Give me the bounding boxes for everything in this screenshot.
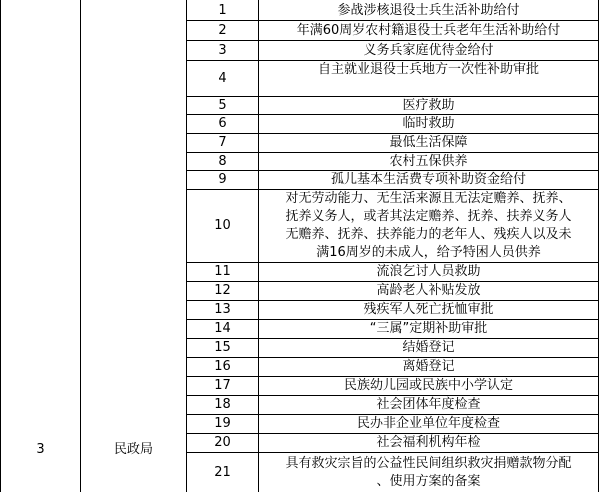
item-line: 孤儿基本生活费专项补助资金给付 [330, 172, 526, 187]
row-item [259, 61, 598, 96]
row-number: 21 [214, 464, 231, 480]
row-item [259, 377, 598, 395]
item-line: 最低生活保障 [389, 135, 468, 150]
item-line: 农村五保供养 [389, 153, 468, 169]
item-line: 无赡养、抚养、扶养能力的老年人、残疾人以及未 [285, 227, 572, 242]
row-number: 6 [218, 116, 227, 131]
grid-line [0, 0, 1, 492]
row-number: 3 [218, 42, 227, 58]
item-line: “三属”定期补助审批 [369, 321, 488, 336]
row-number: 20 [214, 435, 231, 450]
item-line: 自主就业退役士兵地方一次性补助审批 [317, 62, 539, 77]
item-line: 满16周岁的未成人，给予特困人员供养 [316, 245, 541, 260]
item-line: 结婚登记 [402, 340, 455, 355]
grid-line [80, 0, 81, 492]
item-line: 社会福利机构年检 [376, 435, 481, 450]
grid-line [598, 0, 599, 492]
row-item [259, 134, 598, 152]
row-item [259, 171, 598, 189]
item-line: 抚养义务人，或者其法定赡养、抚养、扶养义务人 [285, 209, 572, 224]
item-line: 临时救助 [402, 116, 455, 131]
item-line: 社会团体年度检查 [376, 397, 481, 412]
item-line: 参战涉核退役士兵生活补助给付 [337, 2, 520, 18]
row-item [259, 190, 598, 262]
item-line: 高龄老人补贴发放 [376, 283, 481, 298]
row-number: 4 [218, 70, 227, 86]
item-line: 、使用方案的备案 [376, 473, 481, 489]
row-number: 14 [214, 321, 231, 336]
row-item [259, 396, 598, 414]
department-cell: 民政局 [113, 442, 153, 457]
row-number: 16 [214, 359, 231, 374]
row-item [259, 153, 598, 170]
row-item [259, 263, 598, 281]
row-item [259, 21, 598, 40]
row-number: 1 [218, 2, 227, 18]
row-number: 10 [214, 218, 231, 233]
row-item [259, 115, 598, 133]
row-number: 19 [214, 416, 231, 431]
row-item [259, 415, 598, 433]
row-item [259, 282, 598, 300]
item-line: 民办非企业单位年度检查 [356, 416, 500, 431]
row-number: 13 [214, 302, 231, 317]
row-number: 18 [214, 397, 231, 412]
item-line: 对无劳动能力、无生活来源且无法定赡养、抚养、 [285, 191, 572, 206]
row-item [259, 301, 598, 319]
row-item [259, 453, 598, 492]
group-index-cell: 3 [36, 442, 45, 457]
item-line: 医疗救助 [402, 97, 455, 113]
row-item [259, 358, 598, 376]
row-number: 9 [218, 172, 227, 187]
row-item [259, 434, 598, 452]
item-line: 义务兵家庭优待金给付 [363, 42, 494, 58]
row-item [259, 97, 598, 114]
row-number: 8 [218, 153, 227, 169]
row-number: 7 [218, 135, 227, 150]
item-line: 年满60周岁农村籍退役士兵老年生活补助给付 [296, 22, 561, 38]
item-line: 具有救灾宗旨的公益性民间组织救灾捐赠款物分配 [285, 455, 572, 471]
row-item [259, 339, 598, 357]
item-line: 离婚登记 [402, 359, 455, 374]
item-line: 残疾军人死亡抚恤审批 [363, 302, 494, 317]
item-line: 流浪乞讨人员救助 [376, 264, 481, 279]
row-item [259, 1, 598, 20]
item-line: 民族幼儿园或民族中小学认定 [343, 378, 513, 393]
row-number: 17 [214, 378, 231, 393]
row-number: 5 [218, 97, 227, 113]
row-number: 2 [218, 22, 227, 38]
row-number: 11 [214, 264, 231, 279]
row-item [259, 320, 598, 338]
row-number: 15 [214, 340, 231, 355]
row-item [259, 41, 598, 60]
row-number: 12 [214, 283, 231, 298]
